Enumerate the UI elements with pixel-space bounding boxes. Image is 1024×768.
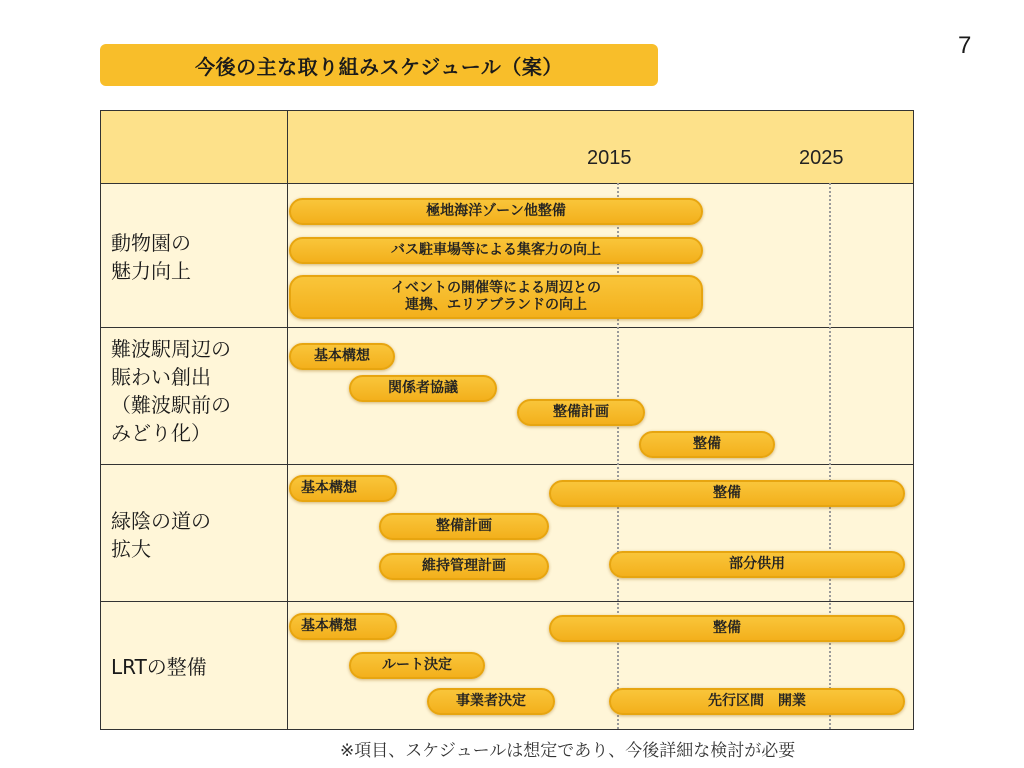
row-divider bbox=[101, 327, 913, 328]
bar-maintenance-plan: 整備計画 bbox=[517, 399, 645, 426]
row-divider bbox=[101, 601, 913, 602]
bar-maintenance: 整備 bbox=[549, 615, 905, 642]
bar-first-section-opening: 先行区間 開業 bbox=[609, 688, 905, 715]
year-label-2025: 2025 bbox=[799, 147, 844, 169]
row-divider bbox=[101, 464, 913, 465]
year-marker-2025 bbox=[829, 183, 831, 729]
bar-maintenance: 整備 bbox=[639, 431, 775, 458]
year-label-2015: 2015 bbox=[587, 147, 632, 169]
page-number: 7 bbox=[958, 32, 972, 59]
footnote: ※項目、スケジュールは想定であり、今後詳細な検討が必要 bbox=[340, 741, 796, 761]
bar-basic-concept: 基本構想 bbox=[289, 613, 397, 640]
bar-maintenance-plan: 整備計画 bbox=[379, 513, 549, 540]
year-marker-2015 bbox=[617, 183, 619, 729]
table-header bbox=[101, 111, 913, 184]
bar-route-decision: ルート決定 bbox=[349, 652, 485, 679]
bar-stakeholder-consultation: 関係者協議 bbox=[349, 375, 497, 402]
bar-upkeep-plan: 維持管理計画 bbox=[379, 553, 549, 580]
bar-partial-opening: 部分供用 bbox=[609, 551, 905, 578]
bar-basic-concept: 基本構想 bbox=[289, 475, 397, 502]
page-title: 今後の主な取り組みスケジュール（案） bbox=[100, 44, 658, 86]
column-divider bbox=[287, 111, 288, 729]
category-zoo: 動物園の 魅力向上 bbox=[111, 231, 191, 283]
bar-polar-ocean-zone: 極地海洋ゾーン他整備 bbox=[289, 198, 703, 225]
bar-events-area-brand: イベントの開催等による周辺との 連携、エリアブランドの向上 bbox=[289, 275, 703, 319]
bar-maintenance: 整備 bbox=[549, 480, 905, 507]
category-green-road: 緑陰の道の 拡大 bbox=[111, 509, 211, 561]
category-lrt: LRTの整備 bbox=[111, 655, 207, 679]
category-namba: 難波駅周辺の 賑わい創出 （難波駅前の みどり化） bbox=[111, 337, 231, 445]
bar-basic-concept: 基本構想 bbox=[289, 343, 395, 370]
bar-bus-parking: バス駐車場等による集客力の向上 bbox=[289, 237, 703, 264]
bar-operator-decision: 事業者決定 bbox=[427, 688, 555, 715]
schedule-table bbox=[100, 110, 914, 730]
